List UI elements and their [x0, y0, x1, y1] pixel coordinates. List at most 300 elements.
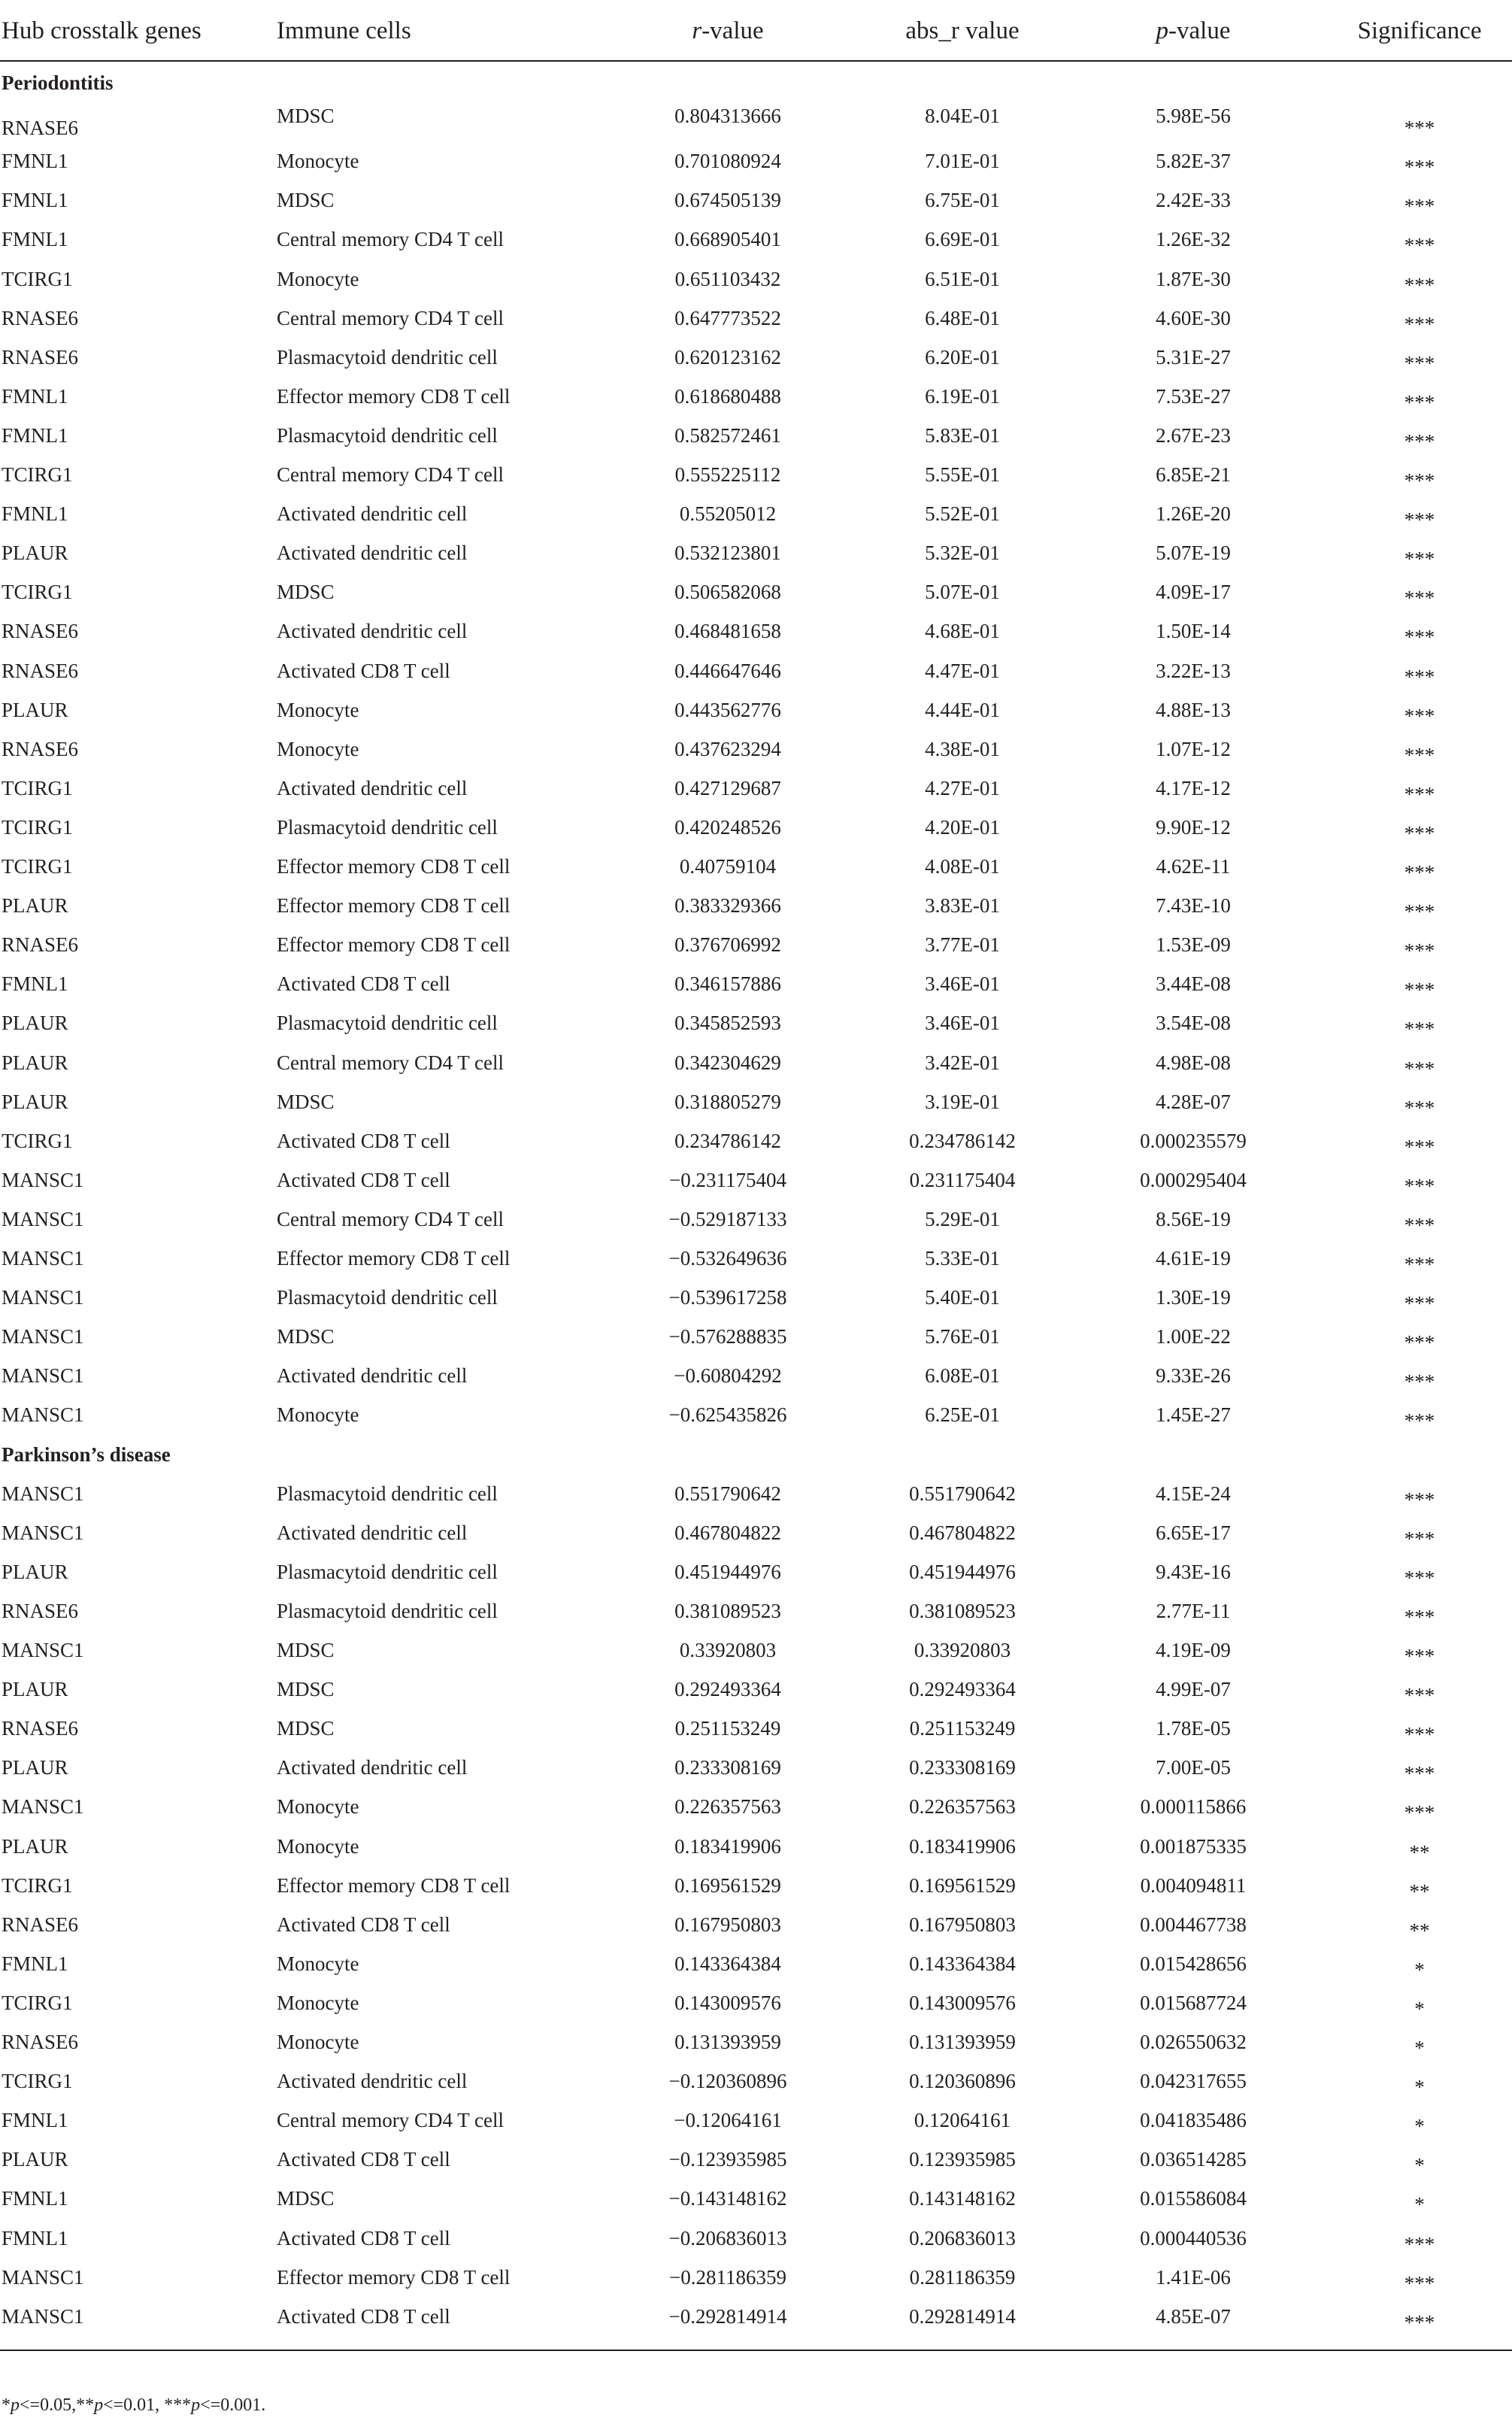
cell-gene: TCIRG1 [2, 1991, 73, 2014]
table-row [0, 1082, 1512, 1121]
cell-abs-r-value: 7.01E-01 [925, 150, 1000, 173]
cell-p-value: 8.56E-19 [1156, 1207, 1231, 1230]
header-genes: Hub crosstalk genes [2, 17, 201, 44]
cell-abs-r-value: 0.169561529 [909, 1873, 1016, 1897]
table-row [0, 1944, 1512, 1983]
cell-significance: *** [1404, 1645, 1435, 1667]
table-row [0, 494, 1512, 533]
cell-immune-cell: Activated dendritic cell [277, 620, 468, 643]
table-row [0, 2022, 1512, 2061]
cell-abs-r-value: 0.183419906 [909, 1834, 1016, 1858]
table-row [0, 2219, 1512, 2258]
cell-significance: *** [1404, 978, 1435, 1002]
cell-significance: *** [1404, 1096, 1435, 1119]
cell-abs-r-value: 0.381089523 [909, 1599, 1016, 1622]
cell-immune-cell: MDSC [277, 105, 335, 128]
cell-p-value: 1.78E-05 [1156, 1717, 1231, 1740]
cell-immune-cell: Activated CD8 T cell [277, 2226, 450, 2249]
cell-abs-r-value: 5.07E-01 [925, 581, 1000, 604]
cell-gene: RNASE6 [2, 1599, 79, 1622]
cell-r-value: −0.231175404 [669, 1168, 786, 1191]
cell-significance: *** [1404, 1801, 1435, 1825]
cell-p-value: 1.45E-27 [1156, 1403, 1231, 1427]
cell-immune-cell: MDSC [277, 1678, 335, 1701]
cell-gene: RNASE6 [2, 659, 79, 682]
cell-immune-cell: Activated dendritic cell [277, 502, 468, 526]
cell-p-value: 9.43E-16 [1156, 1560, 1231, 1583]
cell-significance: * [1414, 2154, 1425, 2177]
cell-gene: FMNL1 [2, 228, 68, 251]
cell-immune-cell: MDSC [277, 1717, 335, 1740]
cell-r-value: −0.143148162 [668, 2187, 787, 2210]
cell-abs-r-value: 0.234786142 [909, 1129, 1016, 1152]
cell-gene: RNASE6 [2, 933, 79, 957]
table-row [0, 1474, 1512, 1513]
cell-p-value: 1.30E-19 [1156, 1286, 1231, 1309]
table-row [0, 1631, 1512, 1670]
cell-p-value: 0.000440536 [1140, 2226, 1247, 2249]
cell-r-value: 0.674505139 [674, 189, 781, 212]
cell-significance: *** [1404, 156, 1435, 179]
cell-abs-r-value: 0.251153249 [909, 1717, 1016, 1740]
cell-abs-r-value: 0.12064161 [914, 2109, 1011, 2132]
cell-gene: RNASE6 [2, 737, 79, 760]
cell-immune-cell: Monocyte [277, 698, 359, 721]
cell-gene: FMNL1 [2, 972, 68, 996]
table-row [0, 299, 1512, 338]
table-row [0, 2140, 1512, 2179]
cell-gene: FMNL1 [2, 189, 68, 212]
cell-p-value: 2.42E-33 [1156, 189, 1231, 212]
cell-abs-r-value: 0.451944976 [909, 1560, 1016, 1583]
footnote: *p<=0.05,**p<=0.01, ***p<=0.001. [2, 2395, 266, 2415]
cell-r-value: 0.551790642 [674, 1482, 781, 1505]
cell-r-value: −0.120360896 [668, 2070, 787, 2093]
cell-immune-cell: MDSC [277, 1090, 335, 1113]
cell-gene: MANSC1 [2, 1286, 84, 1309]
cell-abs-r-value: 0.143364384 [909, 1952, 1016, 1975]
cell-p-value: 6.65E-17 [1156, 1521, 1231, 1544]
cell-p-value: 0.004467738 [1140, 1913, 1247, 1936]
cell-significance: *** [1404, 1605, 1435, 1628]
cell-gene: FMNL1 [2, 150, 68, 173]
cell-significance: *** [1404, 1566, 1435, 1589]
cell-abs-r-value: 0.467804822 [909, 1521, 1016, 1544]
cell-abs-r-value: 0.551790642 [909, 1482, 1016, 1505]
cell-r-value: −0.281186359 [669, 2265, 786, 2289]
cell-immune-cell: Central memory CD4 T cell [277, 463, 504, 486]
cell-abs-r-value: 5.55E-01 [925, 463, 1000, 486]
cell-significance: *** [1404, 1213, 1435, 1236]
cell-abs-r-value: 6.69E-01 [925, 228, 1000, 251]
cell-gene: MANSC1 [2, 1207, 84, 1230]
table-row [0, 611, 1512, 651]
cell-significance: *** [1404, 587, 1435, 610]
cell-immune-cell: Activated CD8 T cell [277, 1129, 450, 1152]
cell-gene: FMNL1 [2, 423, 68, 447]
cell-p-value: 0.026550632 [1140, 2031, 1247, 2053]
cell-immune-cell: Plasmacytoid dendritic cell [277, 1482, 498, 1505]
cell-gene: PLAUR [2, 1560, 68, 1583]
cell-abs-r-value: 3.46E-01 [925, 1012, 1000, 1035]
table-row [0, 730, 1512, 769]
header-p-value: p-value [1156, 17, 1231, 44]
table-row [0, 2179, 1512, 2218]
cell-immune-cell: Activated CD8 T cell [277, 2304, 450, 2328]
section-heading [0, 1435, 1512, 1474]
table-row [0, 1003, 1512, 1042]
cell-immune-cell: Plasmacytoid dendritic cell [277, 815, 498, 839]
cell-abs-r-value: 6.48E-01 [925, 306, 1000, 329]
cell-significance: *** [1404, 665, 1435, 688]
table-row [0, 808, 1512, 847]
cell-gene: RNASE6 [2, 1913, 79, 1936]
cell-gene: PLAUR [2, 2148, 68, 2171]
cell-gene: PLAUR [2, 698, 68, 721]
cell-immune-cell: Activated dendritic cell [277, 776, 468, 799]
cell-r-value: −0.292814914 [668, 2304, 787, 2328]
cell-abs-r-value: 0.143148162 [909, 2187, 1016, 2210]
cell-abs-r-value: 0.281186359 [909, 2265, 1016, 2289]
table-row [0, 925, 1512, 964]
cell-immune-cell: Central memory CD4 T cell [277, 306, 504, 329]
cell-immune-cell: Effector memory CD8 T cell [277, 384, 511, 408]
cell-gene: MANSC1 [2, 1403, 84, 1427]
cell-abs-r-value: 5.40E-01 [925, 1286, 1000, 1309]
table-row [0, 964, 1512, 1003]
cell-p-value: 0.041835486 [1140, 2109, 1247, 2132]
cell-immune-cell: Effector memory CD8 T cell [277, 1873, 511, 1897]
cell-p-value: 1.87E-30 [1156, 267, 1231, 290]
table-row [0, 455, 1512, 494]
cell-abs-r-value: 0.120360896 [909, 2070, 1016, 2093]
cell-p-value: 4.99E-07 [1156, 1678, 1231, 1701]
header-cells: Immune cells [277, 17, 411, 44]
cell-p-value: 4.88E-13 [1156, 698, 1231, 721]
header-abs-r: abs_r value [905, 17, 1020, 44]
cell-gene: PLAUR [2, 1678, 68, 1701]
cell-p-value: 4.28E-07 [1156, 1090, 1231, 1113]
cell-significance: *** [1404, 469, 1435, 492]
table-row [0, 1670, 1512, 1709]
cell-significance: *** [1404, 548, 1435, 571]
cell-gene: RNASE6 [2, 306, 79, 329]
cell-r-value: −0.123935985 [668, 2148, 787, 2171]
table-row [0, 141, 1512, 181]
cell-significance: *** [1404, 1527, 1435, 1550]
table-row [0, 2101, 1512, 2140]
cell-p-value: 3.22E-13 [1156, 659, 1231, 682]
table-row [0, 1513, 1512, 1552]
table-row [0, 1552, 1512, 1591]
cell-r-value: 0.647773522 [674, 306, 781, 329]
cell-significance: *** [1404, 1762, 1435, 1785]
cell-r-value: 0.467804822 [674, 1521, 781, 1544]
cell-immune-cell: Plasmacytoid dendritic cell [277, 1560, 498, 1583]
cell-p-value: 1.26E-32 [1156, 228, 1231, 251]
cell-p-value: 0.015428656 [1140, 1952, 1247, 1975]
cell-r-value: −0.532649636 [668, 1247, 787, 1270]
cell-abs-r-value: 0.206836013 [909, 2226, 1016, 2249]
cell-abs-r-value: 0.233308169 [909, 1756, 1016, 1779]
cell-gene: MANSC1 [2, 1247, 84, 1270]
cell-significance: *** [1404, 1135, 1435, 1158]
cell-r-value: 0.143009576 [674, 1991, 781, 2014]
cell-immune-cell: Central memory CD4 T cell [277, 2109, 504, 2132]
table-row [0, 102, 1512, 141]
cell-r-value: 0.318805279 [674, 1090, 781, 1113]
cell-r-value: 0.468481658 [674, 620, 781, 643]
cell-p-value: 7.53E-27 [1156, 384, 1231, 408]
cell-significance: *** [1404, 2232, 1435, 2256]
cell-abs-r-value: 0.33920803 [914, 1639, 1011, 1661]
cell-significance: *** [1404, 782, 1435, 805]
cell-significance: *** [1404, 1409, 1435, 1433]
cell-immune-cell: Plasmacytoid dendritic cell [277, 1012, 498, 1035]
cell-p-value: 4.62E-11 [1156, 855, 1231, 878]
cell-significance: *** [1404, 704, 1435, 727]
cell-abs-r-value: 6.25E-01 [925, 1403, 1000, 1427]
cell-significance: *** [1404, 821, 1435, 845]
cell-gene: PLAUR [2, 542, 68, 565]
cell-r-value: 0.532123801 [674, 542, 781, 565]
cell-p-value: 7.43E-10 [1156, 894, 1231, 918]
cell-p-value: 3.44E-08 [1156, 972, 1231, 996]
cell-r-value: 0.234786142 [674, 1129, 781, 1152]
header-significance: Significance [1357, 17, 1482, 44]
cell-immune-cell: Monocyte [277, 1403, 359, 1427]
cell-p-value: 1.26E-20 [1156, 502, 1231, 526]
cell-significance: *** [1404, 429, 1435, 453]
cell-r-value: 0.346157886 [674, 972, 781, 996]
cell-p-value: 1.07E-12 [1156, 737, 1231, 760]
cell-p-value: 1.50E-14 [1156, 620, 1231, 643]
table-row [0, 259, 1512, 299]
cell-immune-cell: MDSC [277, 1325, 335, 1348]
cell-r-value: 0.55205012 [679, 502, 777, 526]
section-label: Parkinson’s disease [2, 1443, 171, 1466]
cell-abs-r-value: 8.04E-01 [925, 105, 1000, 128]
cell-abs-r-value: 5.83E-01 [925, 423, 1000, 447]
cell-r-value: 0.437623294 [674, 737, 781, 760]
cell-abs-r-value: 0.131393959 [909, 2031, 1016, 2053]
cell-immune-cell: MDSC [277, 581, 335, 604]
cell-r-value: −0.539617258 [668, 1286, 787, 1309]
cell-r-value: 0.33920803 [679, 1639, 777, 1661]
cell-p-value: 0.000295404 [1140, 1168, 1247, 1191]
cell-significance: *** [1404, 1723, 1435, 1746]
cell-significance: *** [1404, 234, 1435, 257]
cell-significance: * [1414, 1958, 1425, 1981]
cell-immune-cell: MDSC [277, 1639, 335, 1661]
cell-r-value: 0.651103432 [674, 267, 781, 290]
table-row [0, 651, 1512, 690]
cell-significance: * [1414, 2193, 1425, 2216]
cell-r-value: −0.206836013 [668, 2226, 787, 2249]
cell-significance: *** [1404, 117, 1435, 140]
cell-immune-cell: Plasmacytoid dendritic cell [277, 1286, 498, 1309]
cell-abs-r-value: 6.75E-01 [925, 189, 1000, 212]
cell-significance: *** [1404, 1057, 1435, 1080]
cell-r-value: 0.701080924 [674, 150, 781, 173]
cell-significance: *** [1404, 1331, 1435, 1355]
cell-r-value: 0.620123162 [674, 345, 781, 369]
cell-gene: MANSC1 [2, 1325, 84, 1348]
cell-gene: MANSC1 [2, 1639, 84, 1661]
cell-p-value: 0.042317655 [1140, 2070, 1247, 2093]
header-r-value: r-value [692, 17, 764, 44]
cell-p-value: 4.17E-12 [1156, 776, 1231, 799]
cell-abs-r-value: 0.292814914 [909, 2304, 1016, 2328]
table-row [0, 886, 1512, 925]
cell-p-value: 0.000115866 [1140, 1795, 1247, 1819]
cell-significance: *** [1404, 2310, 1435, 2334]
cell-immune-cell: Monocyte [277, 1795, 359, 1819]
cell-significance: * [1414, 1997, 1425, 2020]
cell-r-value: 0.381089523 [674, 1599, 781, 1622]
cell-significance: *** [1404, 1370, 1435, 1394]
cell-immune-cell: Activated CD8 T cell [277, 659, 450, 682]
cell-immune-cell: Plasmacytoid dendritic cell [277, 423, 498, 447]
cell-significance: *** [1404, 2271, 1435, 2295]
table-row [0, 2258, 1512, 2297]
cell-r-value: 0.506582068 [674, 581, 781, 604]
cell-p-value: 0.001875335 [1140, 1834, 1247, 1858]
table-row [0, 416, 1512, 455]
table-row [0, 1160, 1512, 1200]
cell-p-value: 5.31E-27 [1156, 345, 1231, 369]
cell-gene: TCIRG1 [2, 815, 73, 839]
cell-gene: MANSC1 [2, 1364, 84, 1388]
cell-gene: FMNL1 [2, 502, 68, 526]
cell-immune-cell: Central memory CD4 T cell [277, 228, 504, 251]
cell-gene: TCIRG1 [2, 855, 73, 878]
cell-p-value: 9.33E-26 [1156, 1364, 1231, 1388]
cell-r-value: 0.292493364 [674, 1678, 781, 1701]
cell-p-value: 9.90E-12 [1156, 815, 1231, 839]
cell-significance: * [1414, 2037, 1425, 2059]
cell-r-value: 0.376706992 [674, 933, 781, 957]
table-row [0, 1317, 1512, 1356]
cell-abs-r-value: 0.143009576 [909, 1991, 1016, 2014]
cell-immune-cell: Activated dendritic cell [277, 1521, 468, 1544]
section-label: Periodontitis [2, 71, 114, 94]
cell-p-value: 0.015586084 [1140, 2187, 1247, 2210]
cell-p-value: 6.85E-21 [1156, 463, 1231, 486]
table-row [0, 1591, 1512, 1631]
cell-significance: *** [1404, 312, 1435, 335]
cell-gene: MANSC1 [2, 2265, 84, 2289]
cell-p-value: 3.54E-08 [1156, 1012, 1231, 1035]
cell-r-value: 0.143364384 [674, 1952, 781, 1975]
cell-r-value: −0.60804292 [674, 1364, 782, 1388]
cell-gene: TCIRG1 [2, 267, 73, 290]
table-row [0, 2297, 1512, 2336]
cell-gene: MANSC1 [2, 1482, 84, 1505]
cell-immune-cell: Monocyte [277, 1834, 359, 1858]
cell-immune-cell: Effector memory CD8 T cell [277, 894, 511, 918]
table-row [0, 769, 1512, 808]
cell-r-value: 0.233308169 [674, 1756, 781, 1779]
cell-gene: RNASE6 [2, 2031, 79, 2053]
cell-r-value: 0.668905401 [674, 228, 781, 251]
cell-abs-r-value: 5.33E-01 [925, 1247, 1000, 1270]
cell-r-value: 0.167950803 [674, 1913, 781, 1936]
cell-r-value: 0.383329366 [674, 894, 781, 918]
cell-p-value: 7.00E-05 [1156, 1756, 1231, 1779]
cell-gene: RNASE6 [2, 345, 79, 369]
cell-r-value: 0.40759104 [679, 855, 777, 878]
cell-p-value: 0.004094811 [1140, 1873, 1247, 1897]
table-row [0, 1200, 1512, 1239]
cell-r-value: 0.446647646 [674, 659, 781, 682]
cell-immune-cell: Monocyte [277, 150, 359, 173]
cell-gene: PLAUR [2, 1012, 68, 1035]
cell-r-value: 0.169561529 [674, 1873, 781, 1897]
cell-gene: TCIRG1 [2, 2070, 73, 2093]
cell-significance: *** [1404, 1684, 1435, 1707]
table-row [0, 377, 1512, 416]
cell-r-value: 0.226357563 [674, 1795, 781, 1819]
cell-immune-cell: Activated CD8 T cell [277, 1168, 450, 1191]
cell-p-value: 1.53E-09 [1156, 933, 1231, 957]
cell-r-value: −0.625435826 [668, 1403, 787, 1427]
cell-immune-cell: Activated dendritic cell [277, 1756, 468, 1779]
cell-significance: * [1414, 2115, 1425, 2138]
cell-abs-r-value: 4.47E-01 [925, 659, 1000, 682]
cell-p-value: 4.61E-19 [1156, 1247, 1231, 1270]
cell-significance: *** [1404, 1488, 1435, 1511]
cell-immune-cell: MDSC [277, 189, 335, 212]
header-rule [0, 60, 1512, 62]
cell-gene: TCIRG1 [2, 1873, 73, 1897]
cell-abs-r-value: 5.76E-01 [925, 1325, 1000, 1348]
cell-gene: FMNL1 [2, 2187, 68, 2210]
cell-abs-r-value: 0.167950803 [909, 1913, 1016, 1936]
cell-significance: *** [1404, 195, 1435, 218]
cell-p-value: 1.41E-06 [1156, 2265, 1231, 2289]
cell-gene: PLAUR [2, 1834, 68, 1858]
cell-significance: *** [1404, 900, 1435, 924]
cell-immune-cell: Central memory CD4 T cell [277, 1051, 504, 1074]
cell-significance: ** [1409, 1919, 1430, 1942]
cell-abs-r-value: 5.29E-01 [925, 1207, 1000, 1230]
cell-abs-r-value: 0.231175404 [909, 1168, 1016, 1191]
cell-p-value: 4.15E-24 [1156, 1482, 1231, 1505]
cell-abs-r-value: 6.19E-01 [925, 384, 1000, 408]
cell-gene: MANSC1 [2, 1521, 84, 1544]
cell-significance: *** [1404, 861, 1435, 884]
cell-p-value: 2.67E-23 [1156, 423, 1231, 447]
table-row [0, 1121, 1512, 1160]
table-row [0, 1356, 1512, 1395]
cell-abs-r-value: 3.19E-01 [925, 1090, 1000, 1113]
table-row [0, 2061, 1512, 2101]
cell-gene: FMNL1 [2, 384, 68, 408]
table-row [0, 690, 1512, 730]
cell-p-value: 1.00E-22 [1156, 1325, 1231, 1348]
table-row [0, 181, 1512, 220]
cell-gene: FMNL1 [2, 1952, 68, 1975]
cell-p-value: 0.015687724 [1140, 1991, 1247, 2014]
cell-immune-cell: Monocyte [277, 1991, 359, 2014]
cell-r-value: −0.576288835 [668, 1325, 787, 1348]
table-row [0, 1787, 1512, 1826]
cell-p-value: 4.09E-17 [1156, 581, 1231, 604]
table-row [0, 533, 1512, 572]
cell-significance: ** [1409, 1879, 1430, 1903]
cell-immune-cell: Effector memory CD8 T cell [277, 855, 511, 878]
